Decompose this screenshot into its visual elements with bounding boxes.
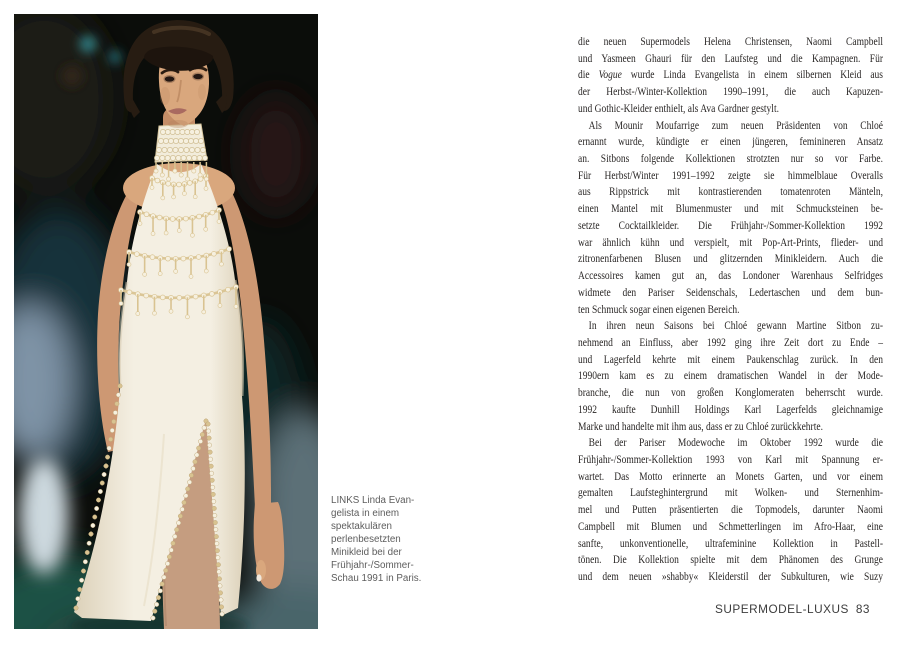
text-line: die Vogue wurde Linda Evangelista in einem silbernen Kleid aus	[578, 68, 884, 82]
text-line: einen Mantel mit Blumenmuster und mit Schmucksteinen be-	[578, 202, 884, 216]
text-line: Bei der Pariser Modewoche im Oktober 1992 wurde die	[588, 436, 884, 450]
text-line: 1992 kaufte Dunhill Holdings Karl Lagerfelds gleichnamige	[578, 402, 884, 416]
text-line: die neuen Supermodels Helena Christensen, Naomi Campbell	[578, 35, 884, 48]
text-line: In ihren neun Saisons bei Chloé gewann Martine Sitbon zu-	[588, 319, 884, 333]
runway-photo	[14, 14, 318, 629]
footer-running-title: SUPERMODEL-LUXUS	[715, 602, 849, 616]
model-hand	[254, 502, 285, 589]
text-line: der Herbst-/Winter-Kollektion 1990–1991, die auch Kapuzen-	[578, 85, 884, 99]
caption-line: perlenbesetzten	[331, 534, 401, 545]
caption-line: Frühjahr-/Sommer-	[331, 560, 414, 571]
text-line: und dem neuen »shabby« Kleiderstil der Subkulturen, wie Suzy	[578, 570, 884, 583]
text-line: Als Mounir Moufarrige zum neuen Präsidenten von Chloé	[588, 118, 884, 132]
text-line: tönen. Die Kollektion spielte mit dem Phänomen des Grunge	[578, 553, 884, 567]
text-line: branche, die nun von großen Konglomeraten beherrscht wurde.	[578, 386, 884, 400]
caption-line: LINKS Linda Evan-	[331, 495, 415, 506]
caption-line: gelista in einem	[331, 508, 400, 519]
text-line: ernannt wurde, kündigte er einen jüngeren, feminineren Ansatz	[578, 135, 884, 149]
text-line: und Gothic-Kleider enthielt, als Ava Gardner gestylt.	[578, 101, 779, 115]
text-line: 1990ern kam es zu einem dramatischen Wandel in der Mode-	[578, 369, 884, 383]
text-line: widmete den Pariser Seidenschals, Ledertaschen und dem bun-	[578, 285, 884, 299]
fingernail	[256, 574, 261, 581]
runway-photo-svg	[14, 14, 318, 629]
footer-page-number: 83	[855, 602, 870, 616]
text-line: Für Herbst/Winter 1991–1992 zeigte sie himmelblaue Overalls	[578, 168, 884, 182]
text-line: gemalten Laufsteghintergrund mit Wolken- und Sternenhim-	[578, 486, 884, 500]
text-line: Marke und handelte mit ihm aus, dass er zu Chloé zurückkehrte.	[578, 419, 823, 433]
caption-line: Schau 1991 in Paris.	[331, 573, 422, 584]
text-line: an. Sitbons folgende Kollektionen strotzten nur so vor Farbe.	[578, 152, 884, 166]
text-line: sanfte, unkonventionelle, ultrafeminine Kollektion in Pastell-	[578, 536, 884, 550]
text-line: Accessoires kamen gut an, das Londoner Warenhaus Selfridges	[578, 269, 884, 283]
text-line: Frühjahr-/Sommer-Kollektion 1993 von Karl mit Spannung er-	[578, 452, 884, 466]
paragraph	[578, 118, 883, 319]
eye-right	[193, 74, 203, 79]
article-text	[578, 34, 883, 586]
caption-line: Minikleid bei der	[331, 547, 402, 558]
text-line: ten Schmuck sogar einen eigenen Bereich.	[578, 302, 740, 316]
text-line: und Yasmeen Ghauri für den Laufsteg und die Kampagnen. Für	[578, 51, 884, 65]
text-line: Campbell mit Blumen und Schmetterlingen im Afro-Haar, eine	[578, 519, 884, 533]
caption-line: spektakulären	[331, 521, 392, 532]
paragraph	[578, 34, 883, 118]
text-line: wartet. Das Motto erinnerte an Monets Garten, und vor einem	[578, 469, 884, 483]
page-footer	[715, 602, 870, 616]
text-line: war ähnlich kühn und verspielt, mit Pop-Art-Prints, flieder- und	[578, 235, 884, 249]
text-line: mel und Putten präsentierten die Topmodels, darunter Naomi	[578, 503, 884, 517]
paragraph	[578, 318, 883, 435]
text-line: zitronenfarbenen Blusen und glitzernden Minikleidern. Auch die	[578, 252, 884, 266]
photo-caption	[331, 494, 446, 585]
paragraph	[578, 435, 883, 585]
text-line: setzte Cocktailkleider. Die Frühjahr-/Sommer-Kollektion 1992	[578, 218, 884, 232]
eye-left	[165, 76, 175, 81]
text-line: und Lagerfeld kehrte mit einem Paukenschlag zurück. In den	[578, 352, 884, 366]
text-line: nehmend an Einfluss, aber 1992 ging ihre Zeit dort zu Ende –	[578, 335, 884, 349]
text-line: aus Rippstrick mit kontrastierenden tomatenroten Mänteln,	[578, 185, 884, 199]
